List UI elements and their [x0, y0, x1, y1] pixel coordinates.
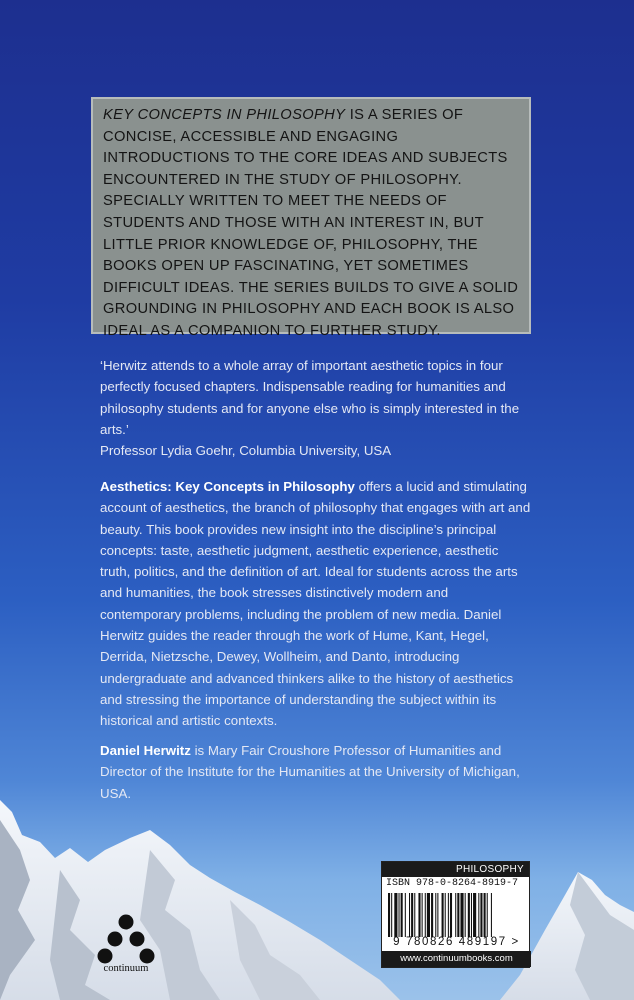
barcode-number: 9 780826 489197 >: [393, 936, 520, 948]
isbn-text: ISBN 978-0-8264-8919-7: [386, 878, 519, 889]
bio-text: is Mary Fair Croushore Professor of Humanities and Director of the Institute for the Humanities at the University of Michigan, USA.: [100, 743, 520, 801]
barcode-panel: [381, 861, 530, 968]
book-title: Aesthetics: Key Concepts in Philosophy: [100, 479, 355, 494]
series-description-text: [103, 105, 521, 343]
book-description: [100, 476, 532, 732]
continuum-logo-icon: [96, 912, 156, 988]
series-description-box: [91, 97, 531, 339]
series-name: KEY CONCEPTS IN PHILOSOPHY: [103, 107, 346, 123]
author-bio: [100, 740, 532, 804]
quote-attribution: Professor Lydia Goehr, Columbia University, USA: [100, 443, 392, 459]
publisher-name: continuum: [103, 963, 149, 974]
quote-text: ‘Herwitz attends to a whole array of important aesthetic topics in four perfectly focused chapters. Indispensable reading for humanities and philosophy students and for anyone else who is simply interested in the arts.’: [100, 358, 520, 437]
category-label: PHILOSOPHY: [382, 862, 529, 877]
series-text-body: IS A SERIES OF CONCISE, ACCESSIBLE AND ENGAGING INTRODUCTIONS TO THE CORE IDEAS AND SUBJECTS ENCOUNTERED IN THE STUDY OF PHILOSOPHY. SPECIALLY WRITTEN TO MEET THE NEEDS OF STUDENTS AND THOSE WITH AN INTEREST IN, BUT LITTLE PRIOR KNOWLEDGE OF, PHILOSOPHY, THE BOOKS OPEN UP FASCINATING, YET SOMETIMES DIFFICULT IDEAS. THE SERIES BUILDS TO GIVE A SOLID GROUNDING IN PHILOSOPHY AND EACH BOOK IS ALSO IDEAL AS A COMPANION TO FURTHER STUDY.: [103, 107, 519, 339]
description-text: offers a lucid and stimulating account of aesthetics, the branch of philosophy that engages with art and beauty. This book provides new insight into the discipline’s principal concepts: taste, aesthetic judgment, aesthetic experience, aesthetic truth, politics, and the definition of art. Ideal for students across the arts and humanities, the book stresses distinctively modern and contemporary problems, including the problem of new media. Daniel Herwitz guides the reader through the work of Hume, Kant, Hegel, Derrida, Nietzsche, Dewey, Wollheim, and Danto, introducing undergraduate and advanced thinkers alike to the history of aesthetics and stressing the importance of understanding the subject within its historical and artistic contexts.: [100, 479, 531, 729]
barcode-icon: [388, 893, 526, 937]
endorsement-quote: [100, 355, 532, 461]
publisher-url: www.continuumbooks.com: [382, 951, 531, 967]
author-name: Daniel Herwitz: [100, 743, 191, 758]
